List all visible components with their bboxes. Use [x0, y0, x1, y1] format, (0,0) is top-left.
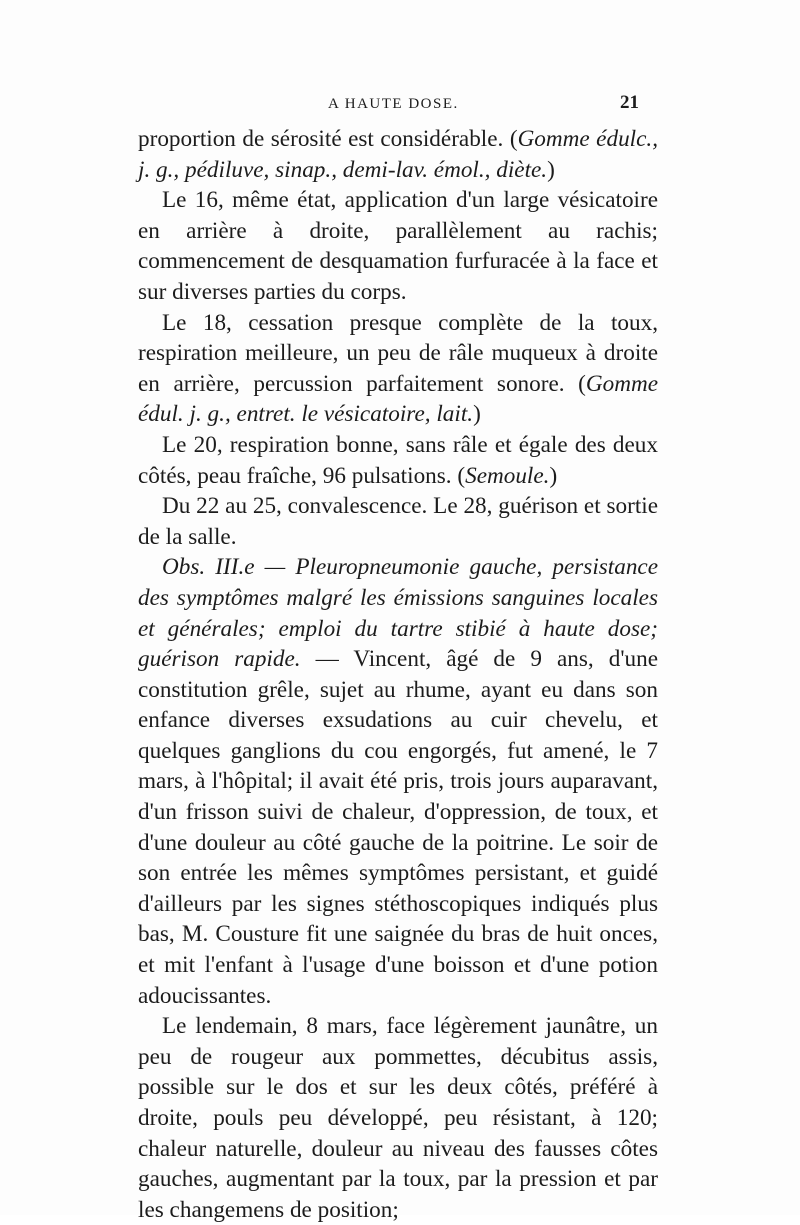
observation-3-body: — Vincent, âgé de 9 ans, d'une constitution grêle, sujet au rhume, ayant eu dans son enfance diverses exsudations au cuir chevelu, et quelques ganglions du cou engorgés, fut amené, le 7 mars, à l'hôpital; il avait été pris, trois jours auparavant, d'un frisson suivi de chaleur, d'oppression, de toux, et d'une douleur au côté gauche de la poitrine. Le soir de son entrée les mêmes symptômes persistant, et guidé d'ailleurs par les signes stéthoscopiques indiqués plus bas, M. Cousture fit une saignée du bras de huit onces, et mit l'enfant à l'usage d'une boisson et d'une potion adoucissantes. — [138, 646, 658, 1009]
page-number: 21 — [620, 92, 639, 113]
paragraph-5: Du 22 au 25, convalescence. Le 28, guérison et sortie de la salle. — [138, 493, 658, 550]
paragraph-1-close: ) — [547, 156, 555, 183]
paragraph-4-text: Le 20, respiration bonne, sans râle et égale des deux côtés, peau fraîche, 96 pulsations. ( — [138, 431, 658, 489]
paragraph-1-prescription: Gomme édulc., j. g., pédiluve, sinap., demi-lav. émol., diète. — [138, 126, 658, 183]
page-header — [0, 92, 800, 124]
paragraph-4-prescription: Semoule. — [465, 462, 550, 489]
body-text — [138, 124, 658, 1225]
paragraph-3-prescription: Gomme édul. j. g., entret. le vésicatoire, lait. — [138, 370, 658, 428]
observation-3 — [138, 552, 658, 1011]
paragraph-3 — [138, 308, 658, 430]
paragraph-7: Le lendemain, 8 mars, face légèrement jaunâtre, un peu de rougeur aux pommettes, décubitus assis, possible sur le dos et sur les deux côtés, préféré à droite, pouls peu développé, peu résistant, à 120; chaleur naturelle, douleur au niveau des fausses côtes gauches, augmentant par la toux, par la pression et par les changemens de position; — [138, 1013, 658, 1223]
paragraph-1 — [138, 124, 658, 185]
running-head: A HAUTE DOSE. — [328, 96, 459, 112]
paragraph-4-close: ) — [549, 462, 558, 489]
paragraph-4 — [138, 430, 658, 491]
paragraph-3-text: Le 18, cessation presque complète de la toux, respiration meilleure, un peu de râle muqueux à droite en arrière, percussion parfaitement sonore. ( — [138, 309, 658, 397]
observation-3-title: Obs. III.e — Pleuropneumonie gauche, persistance des symptômes malgré les émissions sanguines locales et générales; emploi du tartre stibié à haute dose; guérison rapide. — [138, 554, 658, 673]
paragraph-3-close: ) — [473, 401, 481, 428]
paragraph-1-text: proportion de sérosité est considérable. ( — [138, 126, 518, 152]
paragraph-2: Le 16, même état, application d'un large vésicatoire en arrière à droite, parallèlement au rachis; commencement de desquamation furfuracée à la face et sur diverses parties du corps. — [138, 187, 658, 305]
